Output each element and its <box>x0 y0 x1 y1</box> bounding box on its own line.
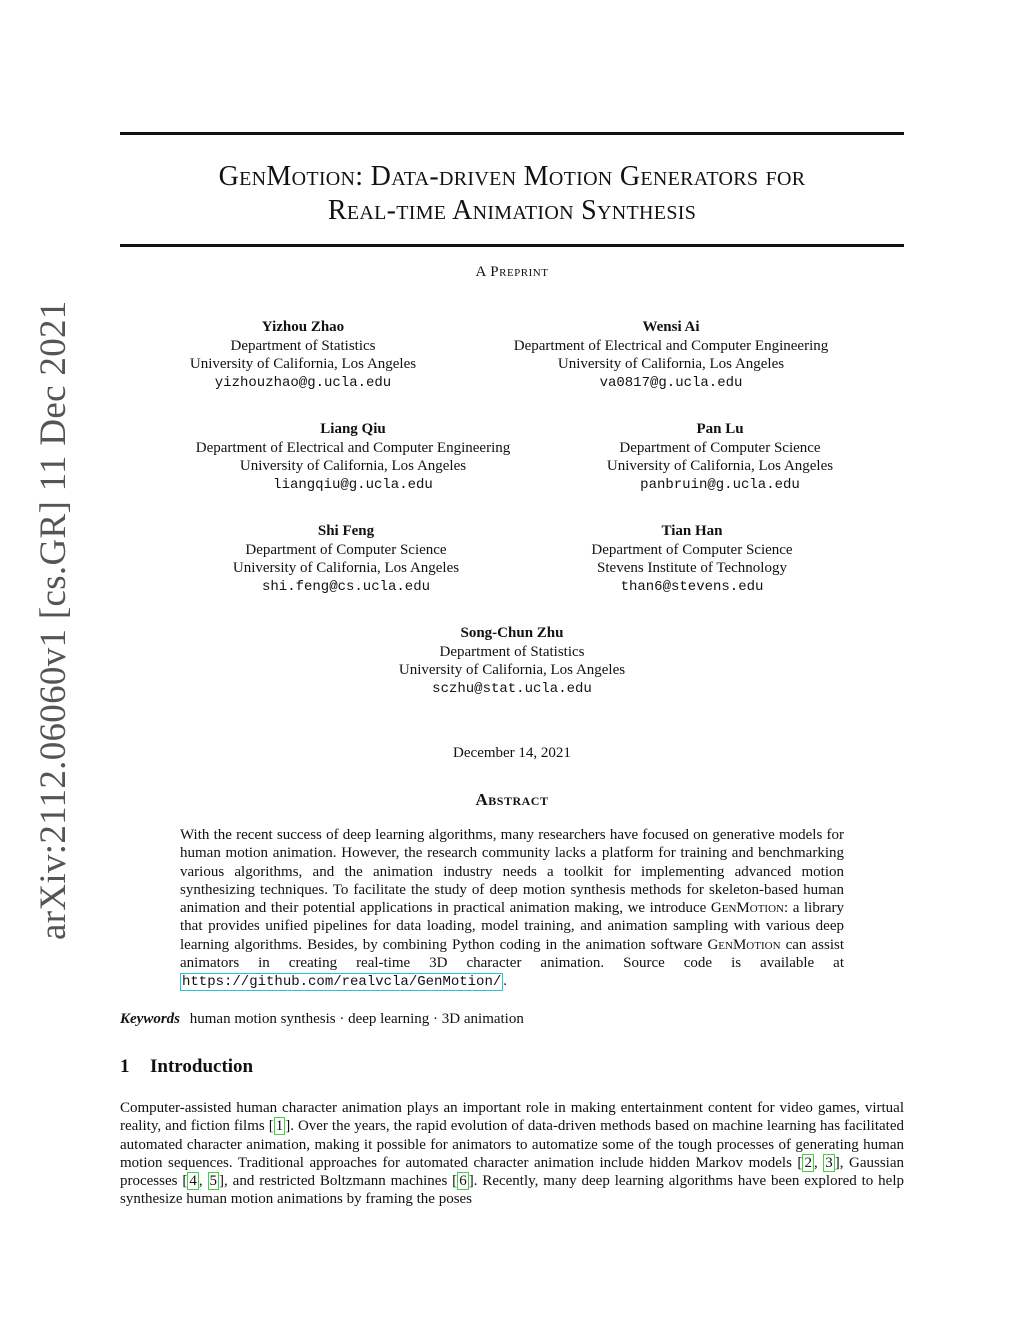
author-block <box>206 522 486 596</box>
author-name: Tian Han <box>661 523 723 539</box>
intro-text: ], and restricted Boltzmann machines [ <box>219 1173 458 1190</box>
paper-title <box>120 160 904 228</box>
author-block <box>567 522 817 596</box>
abstract-text: : a library that provides unified pipelines for data loading, model training, and animation sampling with various deep learning algorithms. Besides, by combining Python coding in the animation software <box>180 900 844 953</box>
author-dept: Department of Electrical and Computer Engineering <box>513 337 829 354</box>
citation-link[interactable]: 4 <box>189 1173 197 1190</box>
abstract-text: With the recent success of deep learning algorithms, many researchers have focused on generative models for human motion animation. However, the research community lacks a platform for training and benchmarking various algorithms, and the animation industry needs a toolkit for implementing advanced motion synthesizing techniques. To facilitate the study of deep motion synthesis methods for skeleton-based human animation and their potential applications in practical animation making, we introduce <box>180 827 844 917</box>
citation-link[interactable]: 3 <box>825 1154 833 1171</box>
keywords-line <box>120 1011 904 1028</box>
author-dept: Department of Computer Science <box>591 541 793 558</box>
author-email: shi.feng@cs.ucla.edu <box>261 578 431 595</box>
abstract-end: . <box>503 973 508 990</box>
author-inst: University of California, Los Angeles <box>239 458 467 474</box>
author-dept: Department of Computer Science <box>245 541 447 558</box>
author-dept: Department of Electrical and Computer Engineering <box>195 439 511 456</box>
author-block <box>178 420 528 494</box>
intro-paragraph <box>120 1099 904 1209</box>
author-dept: Department of Statistics <box>439 643 585 660</box>
section-number: 1 <box>120 1056 130 1077</box>
citation-sep: , <box>198 1173 208 1190</box>
author-email: yizhouzhao@g.ucla.edu <box>214 374 392 391</box>
author-inst: Stevens Institute of Technology <box>597 560 787 576</box>
author-inst: University of California, Los Angeles <box>606 458 834 474</box>
abstract-text: can assist animators in creating real-time 3D character animation. Source code is available at <box>180 936 844 972</box>
title-bottom-rule <box>120 244 904 247</box>
section-heading <box>120 1056 253 1078</box>
author-block <box>153 318 453 392</box>
author-email: liangqiu@g.ucla.edu <box>273 476 433 493</box>
author-name: Song-Chun Zhu <box>460 625 564 641</box>
library-name: GenMotion <box>710 900 784 917</box>
preprint-label: A Preprint <box>475 264 549 280</box>
author-email: panbruin@g.ucla.edu <box>640 476 800 493</box>
author-block <box>362 624 662 698</box>
author-name: Wensi Ai <box>642 319 700 335</box>
title-line-1: GenMotion: Data-driven Motion Generators for <box>218 161 806 192</box>
title-top-rule <box>120 132 904 135</box>
author-email: sczhu@stat.ucla.edu <box>432 680 592 697</box>
keywords-label: Keywords <box>120 1011 180 1027</box>
author-name: Pan Lu <box>696 421 744 437</box>
author-inst: University of California, Los Angeles <box>189 356 417 372</box>
author-email: than6@stevens.edu <box>620 578 764 595</box>
author-name: Liang Qiu <box>320 421 386 437</box>
citation-link[interactable]: 6 <box>459 1173 467 1190</box>
section-title: Introduction <box>150 1056 254 1077</box>
author-block <box>590 420 850 494</box>
citation-link[interactable]: 1 <box>275 1118 284 1135</box>
intro-text: Computer-assisted human character animation plays an important role in making entertainment content for video games, virtual reality, and fiction films [ <box>120 1100 904 1135</box>
intro-text: ], Gaussian processes [ <box>120 1154 904 1190</box>
source-code-link[interactable]: https://github.com/realvcla/GenMotion/ <box>182 974 502 991</box>
author-dept: Department of Computer Science <box>619 439 821 456</box>
abstract-heading: Abstract <box>475 790 549 809</box>
citation-link[interactable]: 5 <box>209 1173 218 1190</box>
keywords-list: human motion synthesis · deep learning · 3D animation <box>189 1011 524 1027</box>
paper-date: December 14, 2021 <box>453 745 571 761</box>
arxiv-stamp: arXiv:2112.06060v1 [cs.GR] 11 Dec 2021 <box>33 300 74 940</box>
abstract-body <box>180 826 844 992</box>
title-line-2: Real-time Animation Synthesis <box>327 195 697 226</box>
author-name: Yizhou Zhao <box>261 319 345 335</box>
citation-sep: , <box>813 1154 824 1171</box>
library-name: GenMotion <box>707 936 781 953</box>
author-inst: University of California, Los Angeles <box>398 662 626 678</box>
author-block <box>496 318 846 392</box>
intro-text: ]. Recently, many deep learning algorithms have been explored to help synthesize human motion animations by framing the poses <box>120 1173 905 1208</box>
author-inst: University of California, Los Angeles <box>232 560 460 576</box>
author-email: va0817@g.ucla.edu <box>599 374 743 391</box>
author-name: Shi Feng <box>317 523 375 539</box>
author-dept: Department of Statistics <box>230 337 376 354</box>
citation-link[interactable]: 2 <box>804 1154 812 1171</box>
intro-text: ]. Over the years, the rapid evolution of data-driven methods based on machine learning has facilitated automated character animation, making it possible for animators to automatize some of the tough processes of generating human motion sequences. Traditional approaches for automated character animation include hidden Markov models [ <box>120 1118 905 1171</box>
author-inst: University of California, Los Angeles <box>557 356 785 372</box>
